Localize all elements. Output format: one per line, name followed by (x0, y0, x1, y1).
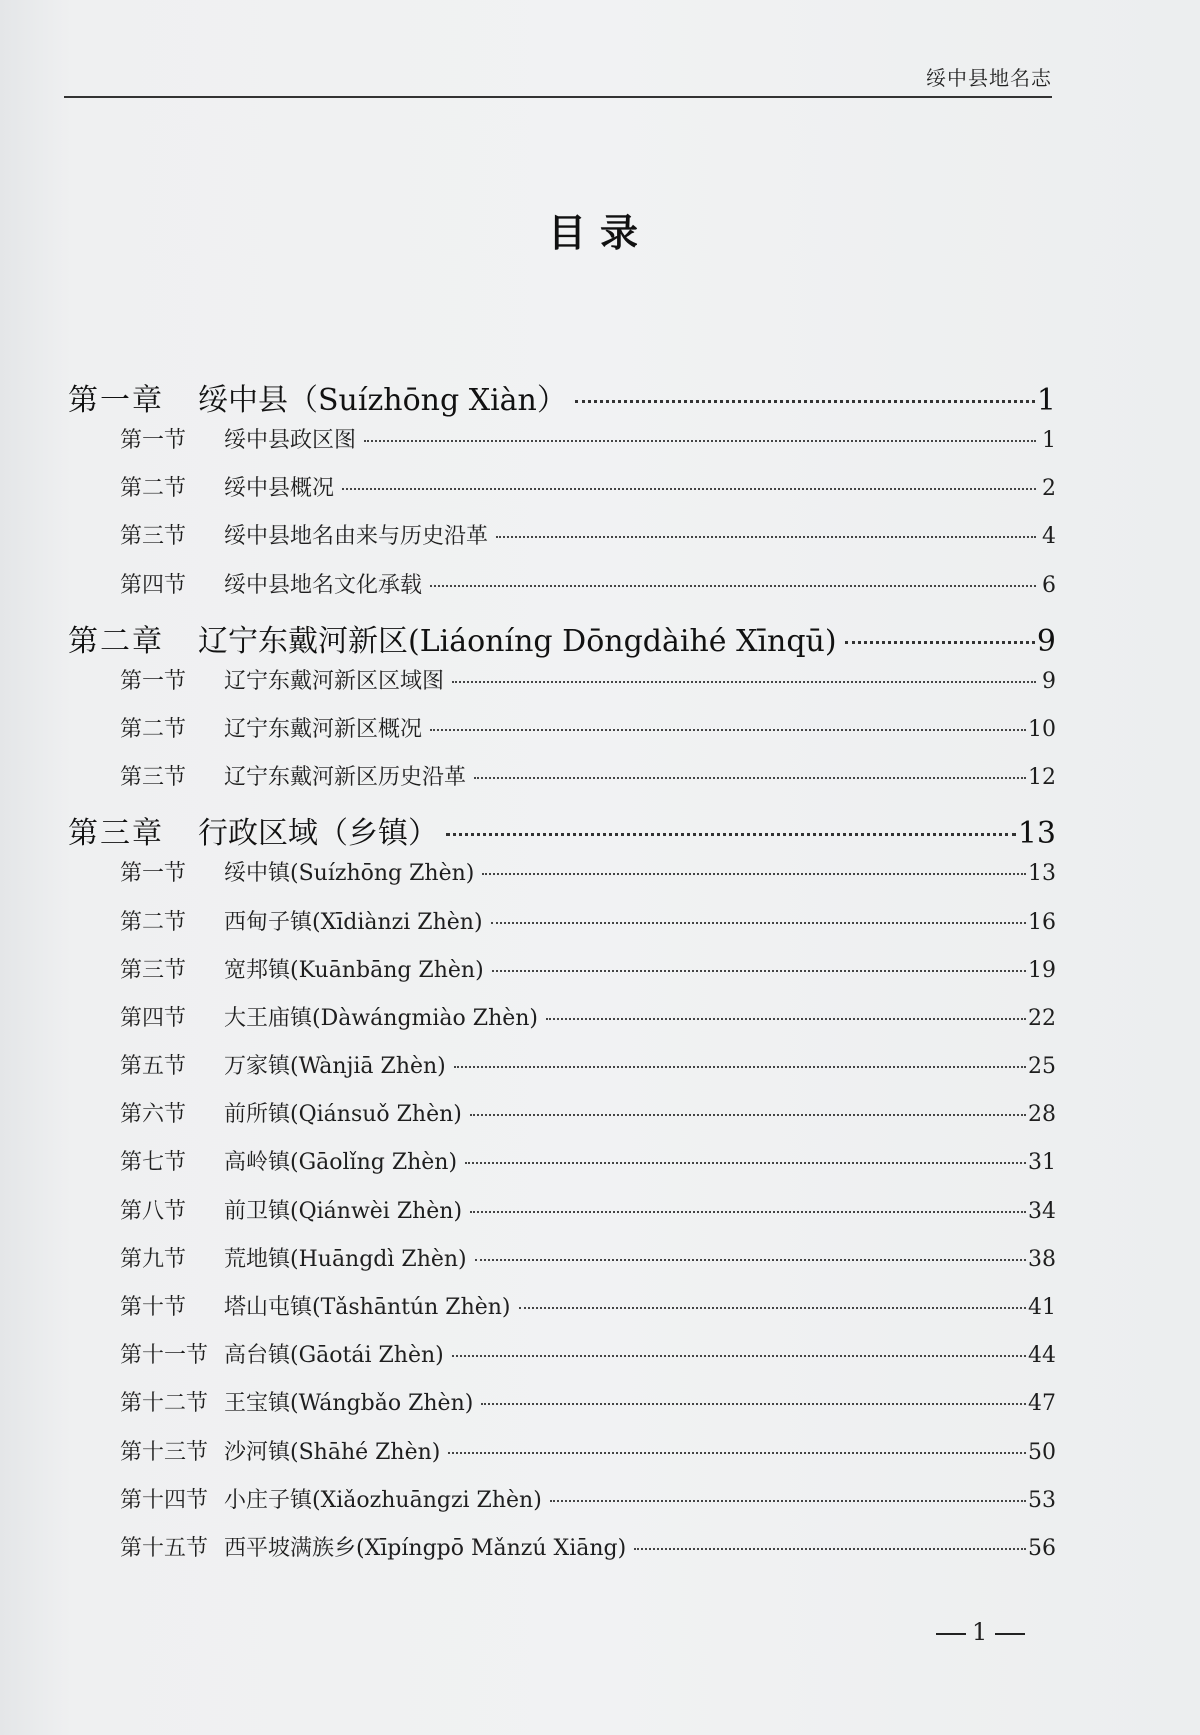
toc-entry-page: 6 (1042, 572, 1056, 598)
dot-leader (519, 1307, 1026, 1309)
toc-entry-title: 沙河镇(Shāhé Zhèn) (224, 1439, 441, 1465)
toc-entry-title: 高台镇(Gāotái Zhèn) (224, 1343, 444, 1369)
toc-entry-number: 第十一节 (120, 1343, 209, 1369)
toc-entry-number: 第二节 (120, 909, 187, 935)
dot-leader (430, 729, 1026, 731)
toc-entry-title: 小庄子镇(Xiǎozhuāngzi Zhèn) (224, 1487, 542, 1513)
toc-section-row[interactable] (68, 953, 1056, 1001)
toc-entry-title: 绥中县概况 (224, 476, 335, 502)
toc-section-row[interactable] (68, 519, 1056, 567)
dot-leader (575, 400, 1035, 403)
toc-entry-number: 第四节 (120, 1005, 187, 1031)
toc-entry-number: 第三节 (120, 765, 187, 791)
toc-section-row[interactable] (68, 471, 1056, 519)
dot-leader (496, 536, 1036, 538)
running-header: 绥中县地名志 (926, 66, 1052, 90)
toc-entry-page: 13 (1017, 816, 1056, 852)
toc-entry-number: 第十二节 (120, 1391, 209, 1417)
toc-section-row[interactable] (68, 1194, 1056, 1242)
toc-section-row[interactable] (68, 568, 1056, 616)
toc-entry-title: 高岭镇(Gāolǐng Zhèn) (224, 1150, 458, 1176)
toc-section-row[interactable] (68, 423, 1056, 471)
dot-leader (491, 922, 1026, 924)
toc-entry-page: 12 (1028, 765, 1056, 791)
toc-entry-number: 第十三节 (120, 1439, 209, 1465)
toc-chapter-row[interactable] (68, 616, 1056, 664)
toc-entry-number: 第七节 (120, 1150, 187, 1176)
dot-leader (474, 777, 1026, 779)
toc-entry-title: 辽宁东戴河新区区域图 (224, 668, 445, 694)
dot-leader (481, 1403, 1026, 1405)
toc-entry-page: 4 (1042, 524, 1056, 550)
toc-entry-page: 1 (1036, 383, 1056, 418)
toc-section-row[interactable] (68, 1435, 1056, 1483)
toc-entry-page: 2 (1042, 476, 1056, 502)
toc-entry-number: 第一节 (120, 668, 187, 694)
toc-section-row[interactable] (68, 760, 1056, 808)
toc-entry-title: 绥中县地名由来与历史沿革 (224, 524, 489, 550)
toc-entry-page: 28 (1028, 1102, 1056, 1128)
toc-section-row[interactable] (68, 1290, 1056, 1338)
toc-section-row[interactable] (68, 712, 1056, 760)
toc-entry-page: 31 (1028, 1150, 1056, 1176)
page-title: 目录 (547, 210, 652, 255)
dot-leader (550, 1500, 1026, 1502)
dot-leader (470, 1211, 1026, 1213)
toc-entry-title: 前卫镇(Qiánwèi Zhèn) (224, 1198, 463, 1224)
toc-entry-page: 16 (1028, 909, 1056, 935)
dot-leader (452, 1355, 1026, 1357)
toc-entry-page: 9 (1036, 623, 1056, 659)
toc-entry-page: 34 (1028, 1198, 1056, 1224)
toc-entry-page: 25 (1028, 1054, 1056, 1080)
toc-section-row[interactable] (68, 664, 1056, 712)
toc-entry-title: 宽邦镇(Kuānbāng Zhèn) (224, 957, 484, 983)
dot-leader (634, 1548, 1026, 1550)
toc-entry-page: 13 (1028, 861, 1056, 887)
toc-entry-title: 绥中县政区图 (224, 428, 357, 453)
toc-entry-title: 行政区域（乡镇） (198, 816, 438, 852)
toc-entry-number: 第一节 (120, 428, 187, 453)
toc-entry-number: 第四节 (120, 572, 187, 598)
dot-leader (482, 873, 1026, 875)
header-rule (64, 96, 1052, 98)
dot-leader (546, 1018, 1026, 1020)
toc-section-row[interactable] (68, 1386, 1056, 1434)
toc-entry-title: 荒地镇(Huāngdì Zhèn) (224, 1246, 467, 1272)
toc-entry-page: 50 (1028, 1439, 1056, 1465)
toc-entry-page: 22 (1028, 1005, 1056, 1031)
toc-entry-page: 53 (1028, 1487, 1056, 1513)
dot-leader (492, 970, 1026, 972)
toc-entry-number: 第三章 (68, 816, 164, 852)
toc-section-row[interactable] (68, 1483, 1056, 1531)
toc-entry-title: 绥中县地名文化承载 (224, 572, 423, 598)
toc-entry-title: 大王庙镇(Dàwángmiào Zhèn) (224, 1005, 539, 1031)
toc-entry-number: 第三节 (120, 524, 187, 550)
toc-entry-number: 第二节 (120, 716, 187, 742)
toc-entry-number: 第十节 (120, 1295, 187, 1320)
toc-entry-number: 第二节 (120, 476, 187, 502)
toc-entry-number: 第一章 (68, 383, 164, 418)
toc-entry-title: 辽宁东戴河新区概况 (224, 716, 423, 742)
toc-entry-number: 第八节 (120, 1198, 187, 1224)
dot-leader (446, 833, 1016, 836)
toc-entry-title: 辽宁东戴河新区(Liáoníng Dōngdàihé Xīnqū) (198, 623, 837, 659)
toc-entry-title: 万家镇(Wànjiā Zhèn) (224, 1054, 446, 1080)
toc-section-row[interactable] (68, 905, 1056, 953)
toc-chapter-row[interactable] (68, 375, 1056, 423)
toc-entry-number: 第五节 (120, 1054, 187, 1080)
toc-entry-title: 前所镇(Qiánsuǒ Zhèn) (224, 1102, 462, 1128)
toc-chapter-row[interactable] (68, 808, 1056, 856)
dot-leader (845, 641, 1035, 644)
toc-entry-number: 第九节 (120, 1246, 187, 1272)
toc-entry-number: 第一节 (120, 861, 187, 887)
page-number-dash-left (936, 1633, 966, 1635)
toc-entry-title: 王宝镇(Wángbǎo Zhèn) (224, 1391, 474, 1417)
table-of-contents (68, 375, 1056, 1579)
page-number (930, 1618, 1031, 1646)
toc-section-row[interactable] (68, 1145, 1056, 1193)
toc-section-row[interactable] (68, 1049, 1056, 1097)
page-number-value: 1 (972, 1618, 990, 1646)
toc-entry-title: 绥中县（Suízhōng Xiàn） (198, 383, 567, 418)
toc-section-row[interactable] (68, 856, 1056, 904)
toc-entry-page: 47 (1028, 1391, 1056, 1417)
toc-section-row[interactable] (68, 1097, 1056, 1145)
dot-leader (448, 1452, 1026, 1454)
toc-entry-title: 西平坡满族乡(Xīpíngpō Mǎnzú Xiāng) (224, 1535, 627, 1561)
dot-leader (342, 488, 1036, 490)
toc-entry-title: 西甸子镇(Xīdiànzi Zhèn) (224, 909, 483, 935)
toc-entry-page: 38 (1028, 1246, 1056, 1272)
dot-leader (465, 1162, 1026, 1164)
toc-entry-title: 辽宁东戴河新区历史沿革 (224, 765, 467, 791)
toc-section-row[interactable] (68, 1531, 1056, 1579)
toc-section-row[interactable] (68, 1001, 1056, 1049)
toc-entry-title: 塔山屯镇(Tǎshāntún Zhèn) (224, 1295, 511, 1320)
dot-leader (452, 681, 1036, 683)
toc-entry-number: 第六节 (120, 1102, 187, 1128)
dot-leader (470, 1114, 1026, 1116)
toc-entry-page: 56 (1028, 1535, 1056, 1561)
toc-entry-page: 19 (1028, 957, 1056, 983)
page-number-dash-right (995, 1633, 1025, 1635)
dot-leader (454, 1066, 1026, 1068)
toc-entry-number: 第三节 (120, 957, 187, 983)
toc-entry-page: 10 (1028, 716, 1056, 742)
toc-entry-page: 1 (1042, 428, 1056, 453)
toc-entry-page: 9 (1042, 668, 1056, 694)
toc-entry-number: 第十五节 (120, 1535, 209, 1561)
toc-section-row[interactable] (68, 1338, 1056, 1386)
dot-leader (430, 585, 1036, 587)
toc-entry-page: 44 (1028, 1343, 1056, 1369)
toc-entry-title: 绥中镇(Suízhōng Zhèn) (224, 861, 475, 887)
toc-entry-page: 41 (1028, 1295, 1056, 1320)
dot-leader (364, 440, 1036, 442)
dot-leader (475, 1259, 1026, 1261)
toc-entry-number: 第十四节 (120, 1487, 209, 1513)
toc-entry-number: 第二章 (68, 623, 164, 659)
toc-section-row[interactable] (68, 1242, 1056, 1290)
